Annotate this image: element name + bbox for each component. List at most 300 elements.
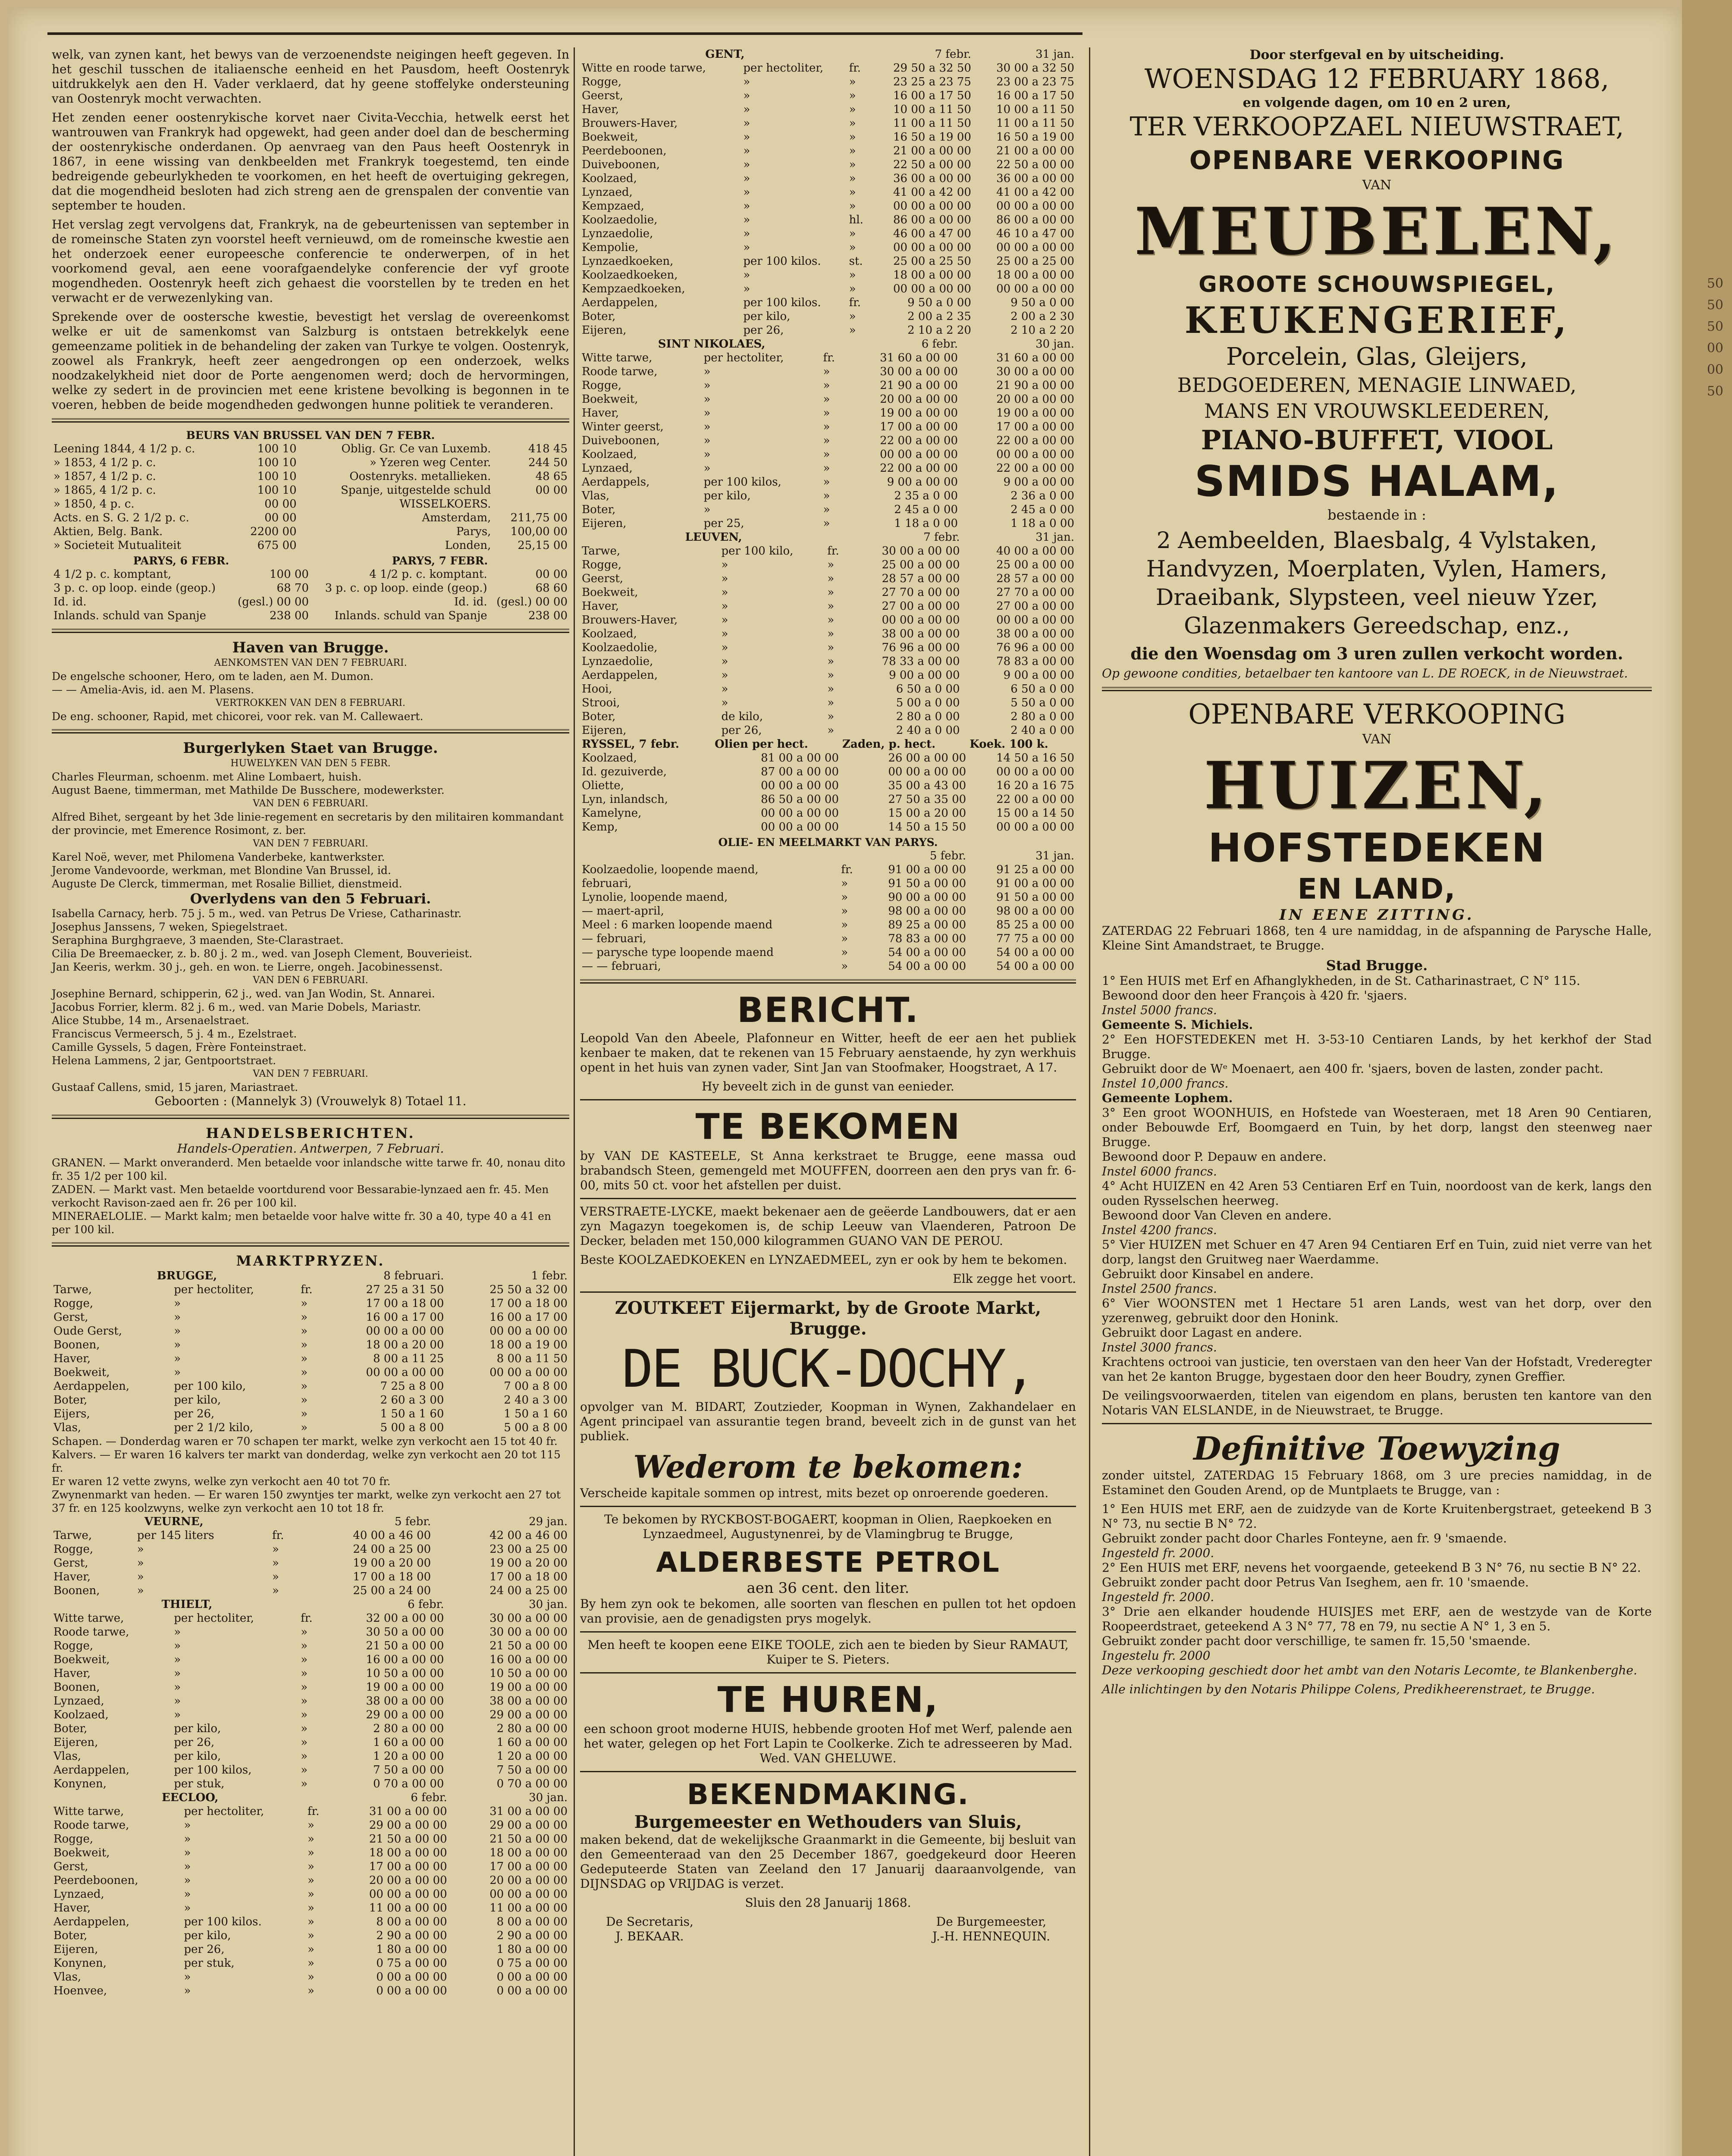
table-cell: 18 00 a 19 00 bbox=[489, 1338, 568, 1351]
parys-olie-title: OLIE- EN MEELMARKT VAN PARYS. bbox=[718, 836, 938, 849]
section-rule bbox=[52, 729, 569, 733]
table-cell: » bbox=[743, 213, 750, 226]
text-line: Jacobus Forrier, klerm. 82 j. 6 m., wed. van Marie Dobels, Mariastr. bbox=[52, 1001, 421, 1013]
table-cell: » bbox=[184, 1860, 191, 1873]
brugge-notes bbox=[52, 1435, 569, 1515]
table-cell: 2 00 a 2 30 bbox=[1010, 310, 1074, 323]
table-cell: » Societeit Mutualiteit bbox=[53, 539, 182, 552]
table-cell: » bbox=[849, 241, 856, 254]
table-cell: 27 50 a 35 00 bbox=[888, 793, 966, 806]
table-cell: 17 00 a 18 00 bbox=[489, 1297, 568, 1310]
table-cell: » bbox=[301, 1750, 308, 1763]
table-cell: per 26, bbox=[743, 324, 784, 337]
table-row bbox=[52, 470, 569, 483]
ad2-stad: Stad Brugge. bbox=[1326, 957, 1428, 974]
page-edge bbox=[1682, 0, 1732, 2156]
table-cell: 42 00 a 46 00 bbox=[489, 1529, 568, 1542]
handel-title: HANDELSBERICHTEN. bbox=[206, 1125, 415, 1141]
table-cell: 21 00 a 00 00 bbox=[996, 144, 1074, 157]
table-cell: » bbox=[137, 1584, 144, 1597]
table-cell: 29 jan. bbox=[529, 1515, 568, 1528]
table-row bbox=[52, 1379, 569, 1393]
table-cell: Leening 1844, 4 1/2 p. c. bbox=[53, 442, 195, 455]
verstraete-text: VERSTRAETE-LYCKE, maekt bekenaer aen de geëerde Landbouwers, dat er aen zyn Magazyn toegekomen is, de schip Leeuw van Vlaenderen, Patroon De Decker, beladen met 150,000 kilogrammen GUANO VAN DE PEROU. bbox=[580, 1204, 1076, 1248]
table-row bbox=[580, 793, 1076, 806]
table-cell: 0 00 a 00 00 bbox=[496, 1971, 568, 1984]
table-cell: Koolzaed, bbox=[582, 172, 637, 185]
text-line: VAN DEN 7 FEBRUARI. bbox=[253, 1069, 368, 1079]
table-row bbox=[52, 595, 569, 609]
table-cell: » bbox=[721, 600, 728, 613]
table-cell: Boekweit, bbox=[53, 1653, 110, 1666]
table-cell: 31 60 a 00 00 bbox=[880, 351, 958, 364]
table-cell: per 100 kilos, bbox=[703, 476, 781, 489]
table-row bbox=[52, 1625, 569, 1639]
table-cell: Boter, bbox=[53, 1394, 88, 1407]
table-cell: » bbox=[823, 393, 830, 406]
table-cell: » bbox=[743, 131, 750, 144]
table-cell: Koolzaedolie, bbox=[582, 213, 658, 226]
table-cell: » bbox=[301, 1325, 308, 1338]
table-cell: » bbox=[827, 641, 835, 654]
table-cell: 31 jan. bbox=[1035, 48, 1074, 61]
table-cell: Boekweit, bbox=[53, 1366, 110, 1379]
table-cell: 25 00 a 00 00 bbox=[882, 558, 960, 571]
ad1-sub: en volgende dagen, om 10 en 2 uren, bbox=[1243, 95, 1511, 110]
table-cell: Aerdappelen, bbox=[582, 296, 658, 309]
table-cell: 86 00 a 00 00 bbox=[996, 213, 1074, 226]
table-cell: » bbox=[721, 641, 728, 654]
table-cell: Konynen, bbox=[53, 1777, 107, 1790]
table-row bbox=[52, 1860, 569, 1874]
table-cell: Oliette, bbox=[582, 779, 624, 792]
table-cell: » bbox=[827, 683, 835, 696]
table-cell: » bbox=[827, 614, 835, 627]
table-cell: per 145 liters bbox=[137, 1529, 214, 1542]
table-cell: Oostenryks. metallieken. bbox=[349, 470, 491, 483]
edge-tick: 50 bbox=[1707, 298, 1723, 313]
table-cell: 9 00 a 00 00 bbox=[889, 669, 960, 682]
table-cell: Lynzaed, bbox=[53, 1888, 104, 1901]
table-cell: 2 80 a 00 00 bbox=[373, 1722, 444, 1735]
table-cell: 7 febr. bbox=[935, 48, 971, 61]
table-cell: » bbox=[307, 1943, 314, 1956]
table-row bbox=[580, 904, 1076, 918]
table-cell: » 1853, 4 1/2 p. c. bbox=[53, 456, 156, 469]
table-cell: » bbox=[307, 1833, 314, 1846]
table-cell: » Yzeren weg Center. bbox=[369, 456, 491, 469]
section-rule bbox=[52, 418, 569, 423]
table-cell: 2 40 a 0 00 bbox=[896, 724, 960, 737]
table-cell: » bbox=[721, 558, 728, 571]
beurs-table bbox=[52, 442, 569, 552]
table-cell: Amsterdam, bbox=[422, 511, 491, 524]
table-cell: 19 00 a 20 00 bbox=[489, 1557, 568, 1570]
table-cell: » 1865, 4 1/2 p. c. bbox=[53, 484, 156, 497]
table-row bbox=[52, 1680, 569, 1694]
table-cell: 00 00 a 00 00 bbox=[366, 1325, 444, 1338]
beurs-title: BEURS VAN BRUSSEL VAN DEN 7 FEBR. bbox=[186, 429, 435, 442]
table-cell: 1 60 a 00 00 bbox=[373, 1736, 444, 1749]
table-cell: » bbox=[827, 627, 835, 640]
sintnik-market-table bbox=[580, 337, 1076, 530]
table-cell: Lyn, inlandsch, bbox=[582, 793, 668, 806]
ad1-porcelein: Porcelein, Glas, Gleijers, bbox=[1226, 343, 1528, 371]
table-row bbox=[52, 1529, 569, 1542]
table-row bbox=[580, 710, 1076, 724]
table-cell: 54 00 a 00 00 bbox=[888, 946, 966, 959]
table-cell: 22 00 a 00 00 bbox=[996, 462, 1074, 475]
table-cell: » bbox=[307, 1915, 314, 1928]
table-row bbox=[52, 1984, 569, 1998]
ad1-list: 2 Aembeelden, Blaesbalg, 4 Vylstaken, Handvyzen, Moerplaten, Vylen, Hamers, Draeibank, Slypsteen, veel nieuw Yzer, Glazenmakers Gereedschap, enz., bbox=[1146, 528, 1608, 639]
table-cell: Rogge, bbox=[53, 1639, 94, 1652]
brugge-market-table bbox=[52, 1269, 569, 1435]
table-cell: » bbox=[841, 877, 848, 890]
table-cell: 16 50 a 19 00 bbox=[893, 131, 971, 144]
ad1-piano: PIANO-BUFFET, VIOOL bbox=[1201, 424, 1553, 456]
table-row bbox=[580, 406, 1076, 420]
table-header bbox=[52, 1515, 569, 1529]
table-cell: 91 50 a 00 00 bbox=[888, 877, 966, 890]
table-cell: Witte tarwe, bbox=[582, 351, 653, 364]
table-row bbox=[580, 877, 1076, 890]
haven-list bbox=[52, 656, 569, 723]
table-cell: 11 00 a 00 00 bbox=[489, 1902, 568, 1915]
table-cell: Koolzaed, bbox=[582, 627, 637, 640]
table-row bbox=[580, 268, 1076, 282]
table-cell: 27 70 a 00 00 bbox=[996, 586, 1074, 599]
section-rule bbox=[580, 1198, 1076, 1199]
table-cell: 30 jan. bbox=[529, 1598, 568, 1611]
text-line: Gebruikt zonder pacht door Petrus Van Iseghem, aen fr. 10 'smaende. bbox=[1102, 1575, 1529, 1589]
table-cell: fr. bbox=[849, 296, 861, 309]
table-cell: 00 00 bbox=[264, 498, 297, 511]
text-line: Helena Lammens, 2 jar, Gentpoortstraet. bbox=[52, 1054, 276, 1067]
table-cell: 2 40 a 0 00 bbox=[1010, 724, 1074, 737]
haven-title: Haven van Brugge. bbox=[232, 639, 389, 656]
table-cell: RYSSEL, 7 febr. bbox=[582, 738, 679, 751]
table-cell: 38 00 a 00 00 bbox=[489, 1695, 568, 1708]
ad1-van: VAN bbox=[1362, 178, 1392, 193]
table-cell: Koolzaedolie, bbox=[582, 641, 658, 654]
table-cell: 21 50 a 00 00 bbox=[366, 1639, 444, 1652]
table-cell: 25 00 a 00 00 bbox=[996, 558, 1074, 571]
text-line: Gebruikt door Lagast en andere. bbox=[1102, 1326, 1302, 1340]
table-cell: 1 60 a 00 00 bbox=[496, 1736, 568, 1749]
text-line: De engelsche schooner, Hero, om te laden, aen M. Dumon. bbox=[52, 670, 374, 683]
table-row bbox=[580, 655, 1076, 668]
ryssel-market-table bbox=[580, 737, 1076, 834]
table-cell: » bbox=[184, 1874, 191, 1887]
table-cell: » bbox=[272, 1543, 279, 1556]
edge-tick: 50 bbox=[1707, 384, 1723, 399]
text-line: 2° Een HUIS met ERF, nevens het voorgaende, geteekend B 3 N° 76, nu sectie B N° 22. bbox=[1102, 1561, 1641, 1575]
table-cell: Oblig. Gr. Ce van Luxemb. bbox=[341, 442, 491, 455]
table-row bbox=[52, 1832, 569, 1846]
table-cell: Gerst, bbox=[53, 1557, 88, 1570]
table-cell: » bbox=[301, 1777, 308, 1790]
table-cell: GENT, bbox=[705, 48, 745, 61]
table-cell: 100 10 bbox=[257, 442, 297, 455]
table-cell: Parys, bbox=[456, 525, 491, 538]
table-cell: 2 80 a 0 00 bbox=[896, 710, 960, 723]
table-row bbox=[52, 1352, 569, 1366]
table-row bbox=[52, 581, 569, 595]
table-cell bbox=[580, 849, 839, 863]
bekend-sign-right-name: J.-H. HENNEQUIN. bbox=[932, 1929, 1050, 1943]
wederom-title: Wederom te bekomen: bbox=[633, 1448, 1023, 1485]
table-cell: 68 70 bbox=[276, 582, 309, 595]
table-cell: Boekweit, bbox=[582, 586, 638, 599]
table-cell: 23 25 a 23 75 bbox=[893, 75, 971, 88]
table-cell: » bbox=[301, 1626, 308, 1639]
text-line: MINERAELOLIE. — Markt kalm; men betaelde voor halve witte fr. 30 a 40, type 40 a 41 en per 100 kil. bbox=[52, 1210, 552, 1236]
table-cell: per stuk, bbox=[174, 1777, 225, 1790]
text-line: Instel 4200 francs. bbox=[1102, 1223, 1217, 1237]
parys-right-title: PARYS, 7 FEBR. bbox=[392, 555, 488, 567]
table-cell: 2 40 a 3 00 bbox=[504, 1394, 568, 1407]
text-line: Gemeente Lophem. bbox=[1102, 1091, 1233, 1105]
table-cell: 2200 00 bbox=[250, 525, 297, 538]
table-cell: » bbox=[307, 1902, 314, 1915]
table-cell: 2 80 a 0 00 bbox=[1010, 710, 1074, 723]
text-line: Kalvers. — Er waren 16 kalvers ter markt van donderdag, welke zyn verkocht aen 20 tot 115 fr. bbox=[52, 1448, 561, 1474]
table-cell: Aerdappelen, bbox=[53, 1380, 130, 1393]
table-row bbox=[580, 932, 1076, 946]
table-cell: Witte en roode tarwe, bbox=[582, 62, 706, 75]
table-cell: 25,15 00 bbox=[518, 539, 568, 552]
table-cell: 91 25 a 00 00 bbox=[996, 863, 1074, 876]
text-line: Gebruikt zonder pacht door Charles Fonteyne, aen fr. 9 'smaende. bbox=[1102, 1531, 1507, 1545]
table-cell: 17 00 a 00 00 bbox=[880, 420, 958, 433]
table-cell: Eijers, bbox=[53, 1407, 90, 1420]
table-cell: Aerdappelen, bbox=[53, 1764, 130, 1777]
text-line: 1° Een HUIS met ERF, aen de zuidzyde van de Korte Kruitenbergstraet, geteekend B 3 N° 73, nu sectie B N° 72. bbox=[1102, 1502, 1652, 1531]
table-cell: 22 00 a 00 00 bbox=[880, 434, 958, 447]
table-cell: 90 00 a 00 00 bbox=[888, 891, 966, 904]
table-cell: » bbox=[823, 476, 830, 489]
table-cell: 5 febr. bbox=[929, 849, 966, 862]
table-cell: 00 00 a 00 00 bbox=[996, 200, 1074, 213]
ad2-intro: ZATERDAG 22 Februari 1868, ten 4 ure namiddag, in de afspanning de Parysche Halle, Kleine Sint Amandstraet, te Brugge. bbox=[1102, 924, 1652, 953]
table-row bbox=[580, 863, 1076, 877]
table-cell: SINT NIKOLAES, bbox=[658, 338, 766, 351]
eiketoole-text: Men heeft te koopen eene EIKE TOOLE, zich aen te bieden by Sieur RAMAUT, Kuiper te S. Pieters. bbox=[587, 1638, 1069, 1667]
text-line: 5° Vier HUIZEN met Schuer en 47 Aren 94 Centiaren Erf en Tuin, zuid niet verre van het dorp, langst den Gruitweg naer Waerdamme. bbox=[1102, 1238, 1652, 1266]
table-cell: Rogge, bbox=[582, 558, 622, 571]
table-row bbox=[52, 1818, 569, 1832]
table-cell: » bbox=[823, 420, 830, 433]
text-line: August Baene, timmerman, met Mathilde De Busschere, modewerkster. bbox=[52, 784, 445, 796]
table-cell: fr. bbox=[301, 1283, 313, 1296]
table-cell: per 100 kilos. bbox=[743, 255, 821, 268]
gent-market-table bbox=[580, 47, 1076, 337]
table-cell: 20 00 a 00 00 bbox=[996, 393, 1074, 406]
table-row bbox=[580, 558, 1076, 572]
table-cell: » bbox=[174, 1338, 181, 1351]
table-cell: Boter, bbox=[53, 1929, 88, 1942]
table-header bbox=[580, 530, 1076, 544]
ad1-conditions: Op gewoone condities, betaelbaer ten kantoore van L. DE ROECK, in de Nieuwstraet. bbox=[1102, 666, 1628, 680]
column-3 bbox=[1102, 47, 1652, 1701]
table-cell: 2 00 a 2 35 bbox=[907, 310, 971, 323]
table-cell: » bbox=[827, 710, 835, 723]
table-cell: 00 00 a 00 00 bbox=[369, 1888, 447, 1901]
table-cell: 18 00 a 00 00 bbox=[893, 269, 971, 282]
text-line: Ingestelu fr. 2000 bbox=[1102, 1648, 1211, 1663]
table-cell: » bbox=[174, 1311, 181, 1324]
table-cell: » bbox=[307, 1929, 314, 1942]
table-cell: 78 83 a 00 00 bbox=[888, 932, 966, 945]
table-cell: 21 90 a 00 00 bbox=[880, 379, 958, 392]
table-row bbox=[580, 199, 1076, 213]
table-cell: 9 00 a 00 00 bbox=[887, 476, 958, 489]
table-row bbox=[580, 918, 1076, 932]
table-cell: 9 50 a 0 00 bbox=[1010, 296, 1074, 309]
table-cell: 211,75 00 bbox=[510, 511, 568, 524]
table-cell: » bbox=[743, 158, 750, 171]
table-cell: » bbox=[301, 1639, 308, 1652]
table-cell: Haver, bbox=[53, 1352, 91, 1365]
table-cell: 2 90 a 00 00 bbox=[376, 1929, 447, 1942]
table-cell: 00 00 a 00 00 bbox=[996, 282, 1074, 295]
table-cell: 54 00 a 00 00 bbox=[996, 946, 1074, 959]
table-row bbox=[52, 1846, 569, 1860]
table-cell: 22 50 a 00 00 bbox=[996, 158, 1074, 171]
table-cell: » bbox=[743, 269, 750, 282]
parys-left-title: PARYS, 6 FEBR. bbox=[133, 555, 229, 567]
table-cell: per 100 kilo, bbox=[174, 1380, 246, 1393]
table-cell: » bbox=[849, 131, 856, 144]
table-row bbox=[580, 116, 1076, 130]
table-cell: Aktien, Belg. Bank. bbox=[53, 525, 163, 538]
table-cell: 5 00 a 8 00 bbox=[504, 1421, 568, 1434]
ad2-huizen: HUIZEN, bbox=[1204, 748, 1550, 824]
table-cell: » bbox=[301, 1394, 308, 1407]
table-cell: 31 jan. bbox=[1035, 531, 1074, 544]
table-cell: 0 00 a 00 00 bbox=[376, 1984, 447, 1997]
thielt-market-table bbox=[52, 1598, 569, 1791]
table-cell: per kilo, bbox=[703, 489, 751, 502]
table-cell: 9 00 a 00 00 bbox=[1003, 476, 1074, 489]
table-cell: Boekweit, bbox=[582, 131, 638, 144]
table-cell: 00 00 a 00 00 bbox=[996, 765, 1074, 778]
table-cell: 21 00 a 00 00 bbox=[893, 144, 971, 157]
table-cell: 17 00 a 18 00 bbox=[489, 1570, 568, 1583]
table-cell: per 26, bbox=[721, 724, 762, 737]
table-cell: 3 p. c. op loop. einde (geop.) bbox=[53, 582, 216, 595]
table-cell: 35 00 a 43 00 bbox=[888, 779, 966, 792]
table-cell: 27 70 a 00 00 bbox=[882, 586, 960, 599]
table-cell: » bbox=[301, 1338, 308, 1351]
table-cell: per 100 kilos, bbox=[174, 1764, 252, 1777]
table-cell: » bbox=[743, 200, 750, 213]
table-cell: Koolzaed, bbox=[582, 448, 637, 461]
table-cell: 31 00 a 00 00 bbox=[489, 1805, 568, 1818]
table-cell: » bbox=[721, 696, 728, 709]
table-cell: 41 00 a 42 00 bbox=[893, 186, 971, 199]
table-cell: 6 febr. bbox=[921, 338, 958, 351]
table-cell: » bbox=[721, 655, 728, 668]
table-cell: 00 00 a 00 00 bbox=[761, 779, 839, 792]
table-cell: 8 00 a 11 50 bbox=[496, 1352, 568, 1365]
table-cell: 17 00 a 00 00 bbox=[996, 420, 1074, 433]
section-rule bbox=[1102, 687, 1652, 691]
table-row bbox=[52, 1393, 569, 1407]
table-cell: 1 20 a 00 00 bbox=[496, 1750, 568, 1763]
table-cell: 11 00 a 11 50 bbox=[893, 117, 971, 130]
text-line: Instel 2500 francs. bbox=[1102, 1282, 1217, 1296]
table-cell: 00 00 a 00 00 bbox=[996, 614, 1074, 627]
ad1-verk: OPENBARE VERKOOPING bbox=[1189, 145, 1565, 175]
table-cell: per hectoliter, bbox=[174, 1612, 254, 1625]
table-cell: 24 00 a 25 00 bbox=[353, 1543, 431, 1556]
bekend-date: Sluis den 28 Januarij 1868. bbox=[745, 1896, 911, 1910]
table-cell: Oude Gerst, bbox=[53, 1325, 122, 1338]
table-cell: Id. id. bbox=[53, 595, 87, 608]
table-row bbox=[580, 351, 1076, 365]
text-line: Karel Noë, wever, met Philomena Vanderbeke, kantwerkster. bbox=[52, 851, 385, 863]
table-row bbox=[580, 282, 1076, 296]
leuven-market-table bbox=[580, 530, 1076, 737]
table-cell: 00 00 bbox=[535, 568, 568, 581]
table-cell: 30 00 a 00 00 bbox=[996, 365, 1074, 378]
table-cell: Brouwers-Haver, bbox=[582, 614, 678, 627]
table-cell: Boekweit, bbox=[582, 393, 638, 406]
table-row bbox=[580, 323, 1076, 337]
table-header bbox=[580, 47, 1076, 61]
table-cell: » bbox=[841, 960, 848, 973]
text-line: Zwynenmarkt van heden. — Er waren 150 zwyntjes ter markt, welke zyn verkocht aen 27 tot 37 fr. en 125 koolzwyns, welke zyn verkocht aen 10 tot 18 fr. bbox=[52, 1489, 561, 1514]
table-cell: Boter, bbox=[582, 710, 616, 723]
table-cell: per 2 1/2 kilo, bbox=[174, 1421, 254, 1434]
table-cell: Id. gezuiverde, bbox=[582, 765, 667, 778]
table-cell: 25 00 a 25 50 bbox=[893, 255, 971, 268]
table-cell: 20 00 a 00 00 bbox=[489, 1874, 568, 1887]
table-cell: per hectoliter, bbox=[174, 1283, 254, 1296]
table-cell: Tarwe, bbox=[53, 1529, 92, 1542]
table-cell: 31 00 a 00 00 bbox=[369, 1805, 447, 1818]
bekend-sign-left-name: J. BEKAAR. bbox=[615, 1929, 684, 1943]
ad1-bestaende: bestaende in : bbox=[1327, 507, 1426, 523]
table-cell: Duiveboonen, bbox=[582, 434, 660, 447]
table-cell: » bbox=[721, 614, 728, 627]
table-cell: » bbox=[703, 393, 711, 406]
table-cell: 00 00 bbox=[535, 484, 568, 497]
table-cell: — parysche type loopende maend bbox=[582, 946, 774, 959]
table-cell: 16 00 a 00 00 bbox=[489, 1653, 568, 1666]
table-cell: Haver, bbox=[53, 1667, 91, 1680]
table-row bbox=[580, 89, 1076, 103]
table-cell: (gesl.) 00 00 bbox=[496, 595, 568, 608]
table-cell: » bbox=[849, 200, 856, 213]
table-cell: » bbox=[301, 1667, 308, 1680]
table-cell: » bbox=[184, 1971, 191, 1984]
table-row bbox=[52, 1736, 569, 1749]
table-row bbox=[580, 130, 1076, 144]
table-row bbox=[52, 1611, 569, 1625]
table-row bbox=[52, 525, 569, 539]
table-cell: 27 00 a 00 00 bbox=[882, 600, 960, 613]
text-line: — — Amelia-Avis, id. aen M. Plasens. bbox=[52, 683, 254, 696]
table-cell: » bbox=[174, 1325, 181, 1338]
table-cell: — — februari, bbox=[582, 960, 661, 973]
table-cell: per hectoliter, bbox=[703, 351, 784, 364]
table-cell: 0 70 a 00 00 bbox=[496, 1777, 568, 1790]
table-cell: 18 00 a 00 00 bbox=[369, 1846, 447, 1859]
table-cell: 1 50 a 1 60 bbox=[380, 1407, 444, 1420]
